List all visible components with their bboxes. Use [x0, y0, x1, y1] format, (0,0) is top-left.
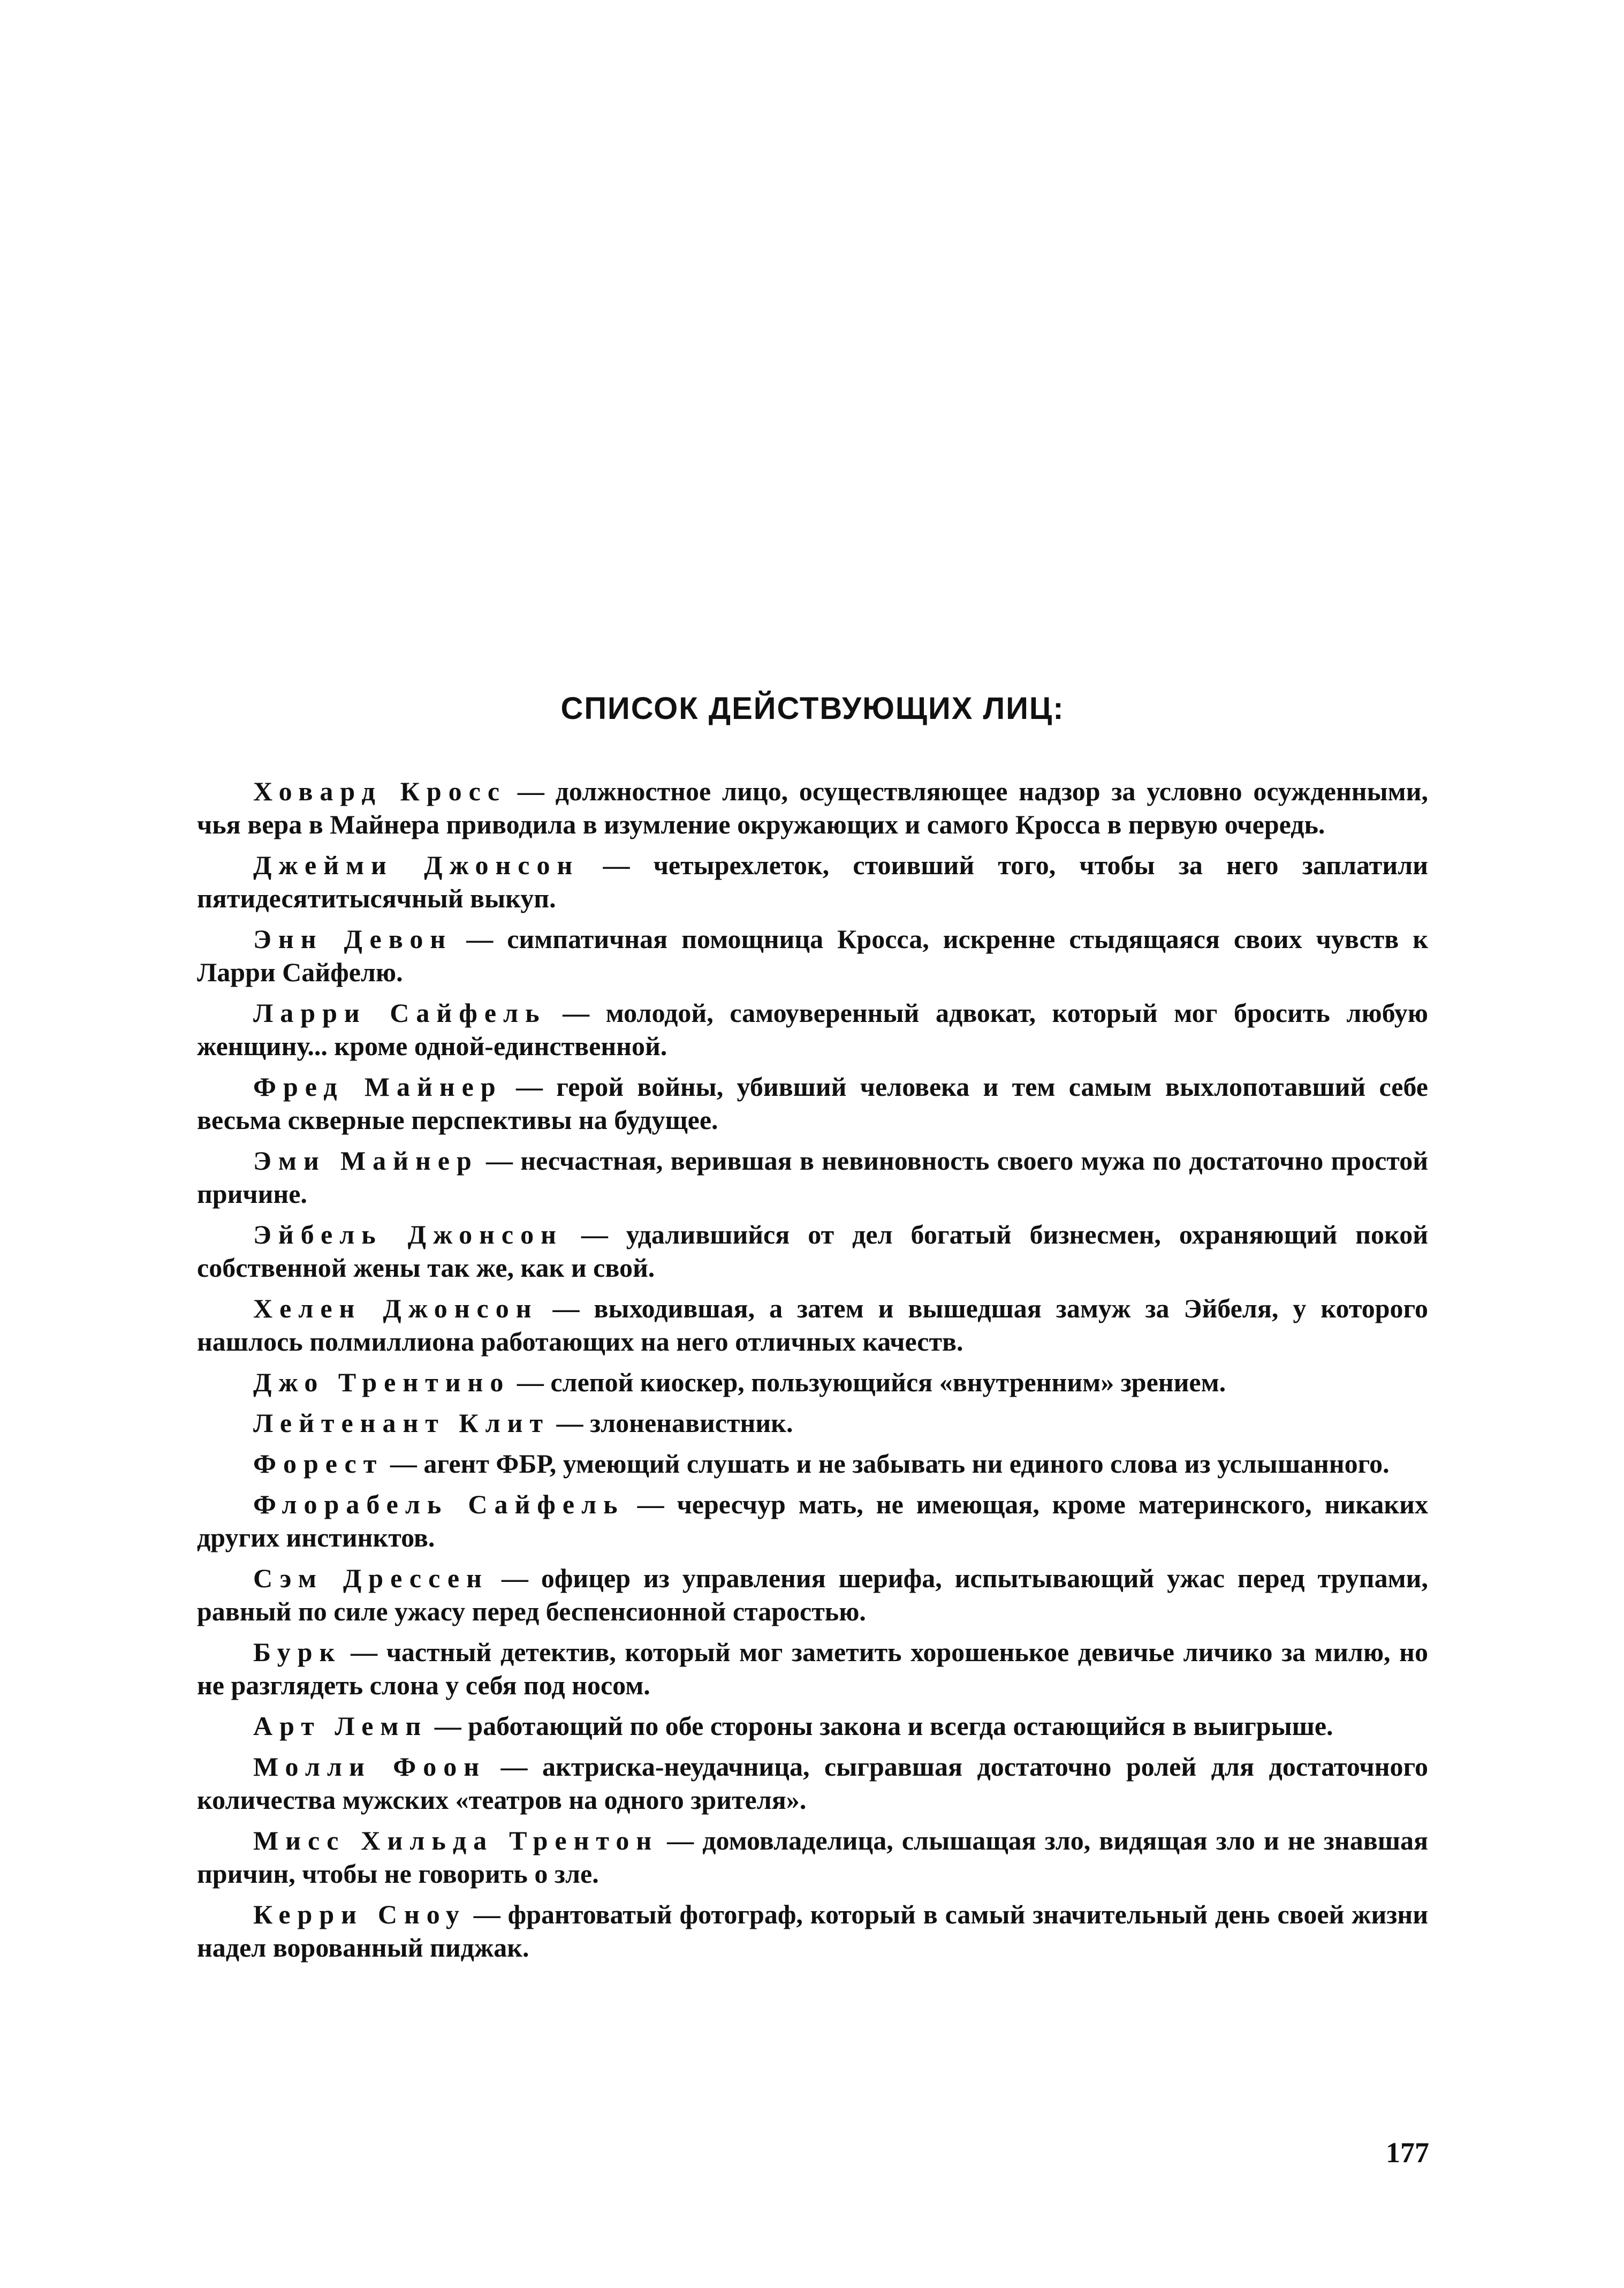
character-entry: [197, 1366, 1428, 1399]
character-entry: [197, 1750, 1428, 1816]
character-list-page: [197, 691, 1428, 1972]
character-description: работающий по обе стороны закона и всегда остающийся в выигрыше.: [468, 1711, 1333, 1741]
character-entry: [197, 1144, 1428, 1210]
character-name: Джейми Джонсон: [253, 850, 580, 880]
character-entry: [197, 1824, 1428, 1890]
character-entry: [197, 1070, 1428, 1137]
separator: —: [466, 1899, 508, 1929]
character-entry: [197, 775, 1428, 841]
character-name: Хелен Джонсон: [253, 1293, 538, 1323]
character-description: злоненавистник.: [590, 1408, 793, 1438]
character-name: Форест: [253, 1449, 384, 1479]
separator: —: [486, 1752, 543, 1782]
character-entry: [197, 1709, 1428, 1742]
character-name: Керри Сноу: [253, 1899, 466, 1929]
separator: —: [478, 1146, 521, 1176]
character-entry: [197, 1898, 1428, 1964]
character-name: Арт Лемп: [253, 1711, 428, 1741]
character-description: четырехлеток, стоивший того, чтобы за него заплатили пятидесятитысячный выкуп.: [197, 850, 1428, 913]
character-description: агент ФБР, умеющий слушать и не забывать ни единого слова из услышанного.: [423, 1449, 1390, 1479]
character-name: Джо Трентино: [253, 1367, 511, 1397]
character-name: Лейтенант Клит: [253, 1408, 550, 1438]
character-description: несчастная, верившая в невиновность своего мужа по достаточно простой причине.: [197, 1146, 1429, 1209]
character-description: слепой киоскер, пользующийся «внутренним» зрением.: [550, 1367, 1226, 1397]
page-number: 177: [1386, 2137, 1429, 2169]
character-description: актриска-неудачница, сыгравшая достаточно ролей для достаточного количества мужских «театров на одного зрителя».: [197, 1752, 1428, 1815]
character-description: удалившийся от дел богатый бизнесмен, охраняющий покой собственной жены так же, как и свой.: [197, 1219, 1429, 1283]
separator: —: [546, 998, 606, 1028]
character-entry: [197, 1406, 1428, 1440]
character-entry: [197, 922, 1428, 989]
character-entry: [197, 1292, 1428, 1358]
character-name: Мисс Хильда Трентон: [253, 1825, 659, 1855]
character-name: Молли Фоон: [253, 1752, 487, 1782]
separator: —: [624, 1489, 677, 1519]
separator: —: [452, 924, 507, 954]
character-entry: [197, 996, 1428, 1063]
character-description: офицер из управления шерифа, испытывающий ужас перед трупами, равный по силе ужасу перед беспенсионной старостью.: [197, 1563, 1428, 1626]
separator: —: [383, 1449, 424, 1479]
character-description: частный детектив, который мог заметить хорошенькое девичье личико за милю, но не разглядеть слона у себя под носом.: [197, 1637, 1428, 1700]
character-entry: [197, 1488, 1428, 1554]
separator: —: [579, 850, 654, 880]
separator: —: [658, 1825, 703, 1855]
separator: —: [538, 1293, 594, 1323]
character-entry: [197, 1635, 1428, 1702]
character-entry: [197, 1218, 1428, 1284]
character-entry: [197, 1562, 1428, 1628]
separator: —: [428, 1711, 468, 1741]
separator: —: [488, 1563, 541, 1593]
character-entry: [197, 1447, 1428, 1480]
character-description: герой войны, убивший человека и тем самым выхлопотавший себе весьма скверные перспективы на будущее.: [197, 1072, 1429, 1135]
character-name: Бурк: [253, 1637, 342, 1667]
character-list: [197, 775, 1428, 1964]
separator: —: [563, 1219, 626, 1249]
character-description: выходившая, а затем и вышедшая замуж за Эйбеля, у которого нашлось полмиллиона работающих на него отличных качеств.: [197, 1293, 1429, 1357]
separator: —: [550, 1408, 590, 1438]
separator: —: [502, 1072, 557, 1102]
character-description: чересчур мать, не имеющая, кроме материнского, никаких других инстинктов.: [197, 1489, 1428, 1552]
character-name: Сэм Дрессен: [253, 1563, 489, 1593]
character-name: Флорабель Сайфель: [253, 1489, 625, 1519]
separator: —: [506, 776, 556, 806]
separator: —: [510, 1367, 551, 1397]
character-name: Эйбель Джонсон: [253, 1219, 563, 1249]
separator: —: [342, 1637, 386, 1667]
character-description: франтоватый фотограф, который в самый значительный день своей жизни надел ворованный пиджак.: [197, 1899, 1428, 1963]
character-description: домовладелица, слышащая зло, видящая зло и не знавшая причин, чтобы не говорить о зле.: [197, 1825, 1429, 1889]
page-title: СПИСОК ДЕЙСТВУЮЩИХ ЛИЦ:: [560, 691, 1065, 726]
character-name: Фред Майнер: [253, 1072, 503, 1102]
character-description: симпатичная помощница Кросса, искренне стыдящаяся своих чувств к Ларри Сайфелю.: [197, 924, 1429, 987]
character-entry: [197, 848, 1428, 915]
character-description: должностное лицо, осуществляющее надзор за условно осужденными, чья вера в Майнера приводила в изумление окружающих и самого Кросса в первую очередь.: [197, 776, 1429, 839]
character-name: Ховард Кросс: [253, 776, 507, 806]
character-name: Ларри Сайфель: [253, 998, 547, 1028]
character-description: молодой, самоуверенный адвокат, который мог бросить любую женщину... кроме одной-единственной.: [197, 998, 1428, 1061]
character-name: Энн Девон: [253, 924, 453, 954]
character-name: Эми Майнер: [253, 1146, 479, 1176]
